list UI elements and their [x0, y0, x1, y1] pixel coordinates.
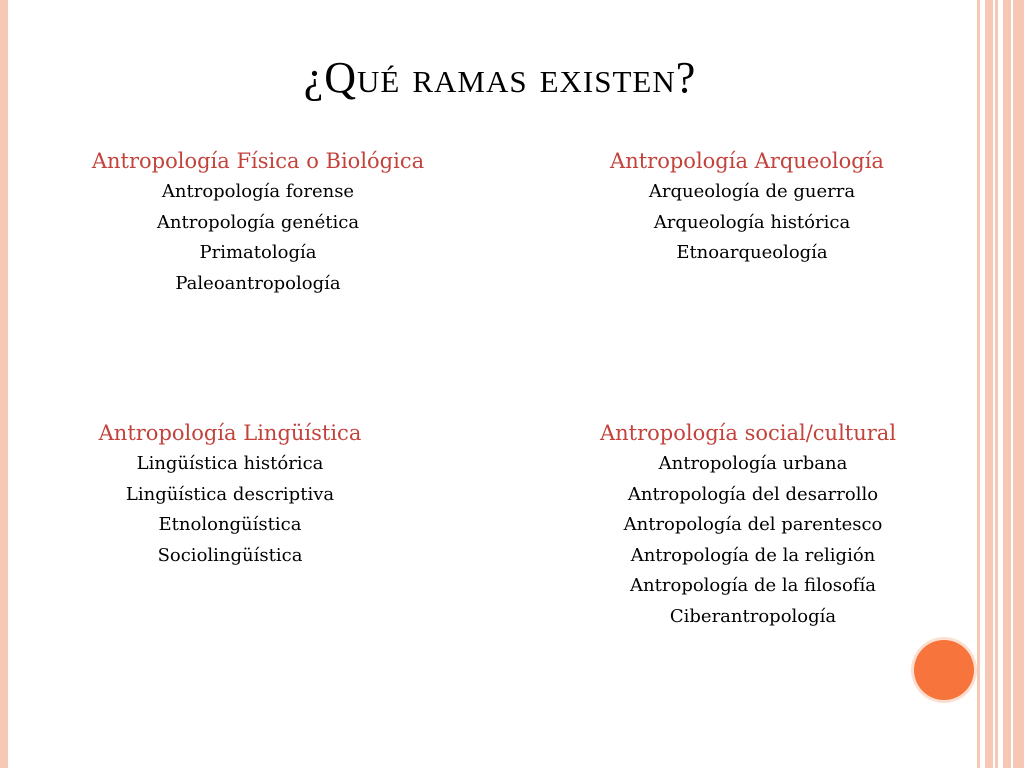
branch-group-archaeology — [547, 145, 947, 269]
branch-item: Antropología de la filosofía — [630, 575, 876, 596]
branch-heading: Antropología Lingüística — [98, 421, 362, 445]
branch-heading: Antropología Arqueología — [610, 149, 884, 173]
branch-item: Primatología — [199, 242, 317, 263]
branch-item: Antropología del parentesco — [623, 514, 883, 535]
branch-item: Antropología forense — [161, 181, 355, 202]
left-border-stripe — [0, 0, 8, 768]
right-decor-stripe — [977, 0, 980, 768]
branch-item: Antropología del desarrollo — [627, 483, 879, 505]
branch-item: Antropología urbana — [658, 453, 848, 474]
branch-item: Sociolingüística — [157, 544, 303, 566]
branch-item: Antropología de la religión — [630, 544, 876, 566]
slide-title: ¿Qué ramas existen? — [303, 53, 697, 102]
branch-item: Arqueología histórica — [653, 211, 851, 233]
orange-circle-decoration — [914, 640, 974, 700]
branch-heading: Antropología social/cultural — [599, 421, 897, 445]
branch-group-physical — [40, 145, 476, 299]
branch-item: Lingüística histórica — [136, 453, 324, 474]
branch-item: Ciberantropología — [669, 605, 837, 627]
right-decor-stripe — [985, 0, 993, 768]
branch-heading: Antropología Física o Biológica — [91, 149, 425, 173]
branch-item: Etnolongüística — [158, 514, 302, 535]
branch-item: Paleoantropología — [175, 272, 341, 294]
branch-group-linguistics — [40, 417, 420, 571]
branch-item: Lingüística descriptiva — [125, 483, 335, 505]
branch-item: Arqueología de guerra — [648, 181, 856, 202]
right-decor-stripe — [1013, 0, 1024, 768]
right-decor-stripe — [995, 0, 998, 768]
branch-item: Etnoarqueología — [676, 242, 828, 263]
branch-item: Antropología genética — [156, 211, 360, 233]
right-decor-stripe — [1003, 0, 1011, 768]
branch-group-social-cultural — [532, 417, 964, 632]
